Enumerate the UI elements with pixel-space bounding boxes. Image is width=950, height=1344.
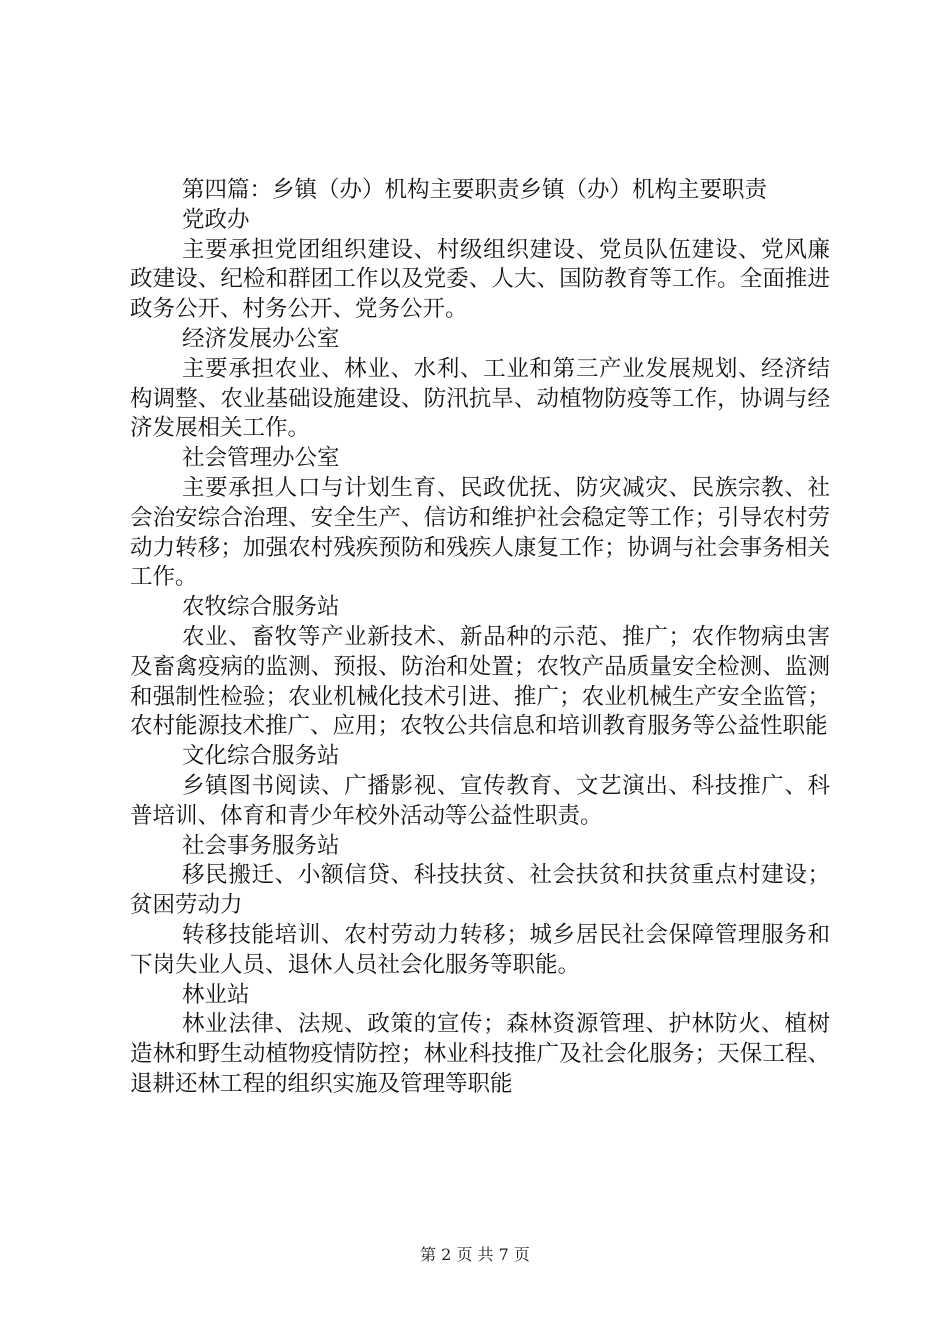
- section-body-social-affairs-station-part1: 移民搬迁、小额信贷、科技扶贫、社会扶贫和扶贫重点村建设；贫困劳动力: [130, 862, 830, 919]
- document-title: 第四篇：乡镇（办）机构主要职责乡镇（办）机构主要职责: [182, 177, 768, 203]
- section-heading-agri-service-station: 农牧综合服务站: [182, 594, 340, 621]
- page-number-label: 第 2 页 共 7 页: [420, 1245, 530, 1264]
- section-heading-economic-office: 经济发展办公室: [182, 325, 340, 352]
- section-body-social-management-office: 主要承担人口与计划生育、民政优抚、防灾减灾、民族宗教、社会治安综合治理、安全生产、信访和维护社会稳定等工作；引导农村劳动力转移；加强农村残疾预防和残疾人康复工作；协调与社会事务相关工作。: [130, 474, 830, 591]
- section-body-economic-office: 主要承担农业、林业、水利、工业和第三产业发展规划、经济结构调整、农业基础设施建设、防汛抗旱、动植物防疫等工作，协调与经济发展相关工作。: [130, 355, 830, 442]
- section-heading-social-management-office: 社会管理办公室: [182, 445, 340, 472]
- section-heading-social-affairs-station: 社会事务服务站: [182, 832, 340, 859]
- section-body-social-affairs-station-part2: 转移技能培训、农村劳动力转移；城乡居民社会保障管理服务和下岗失业人员、退休人员社会化服务等职能。: [130, 921, 830, 978]
- document-body: [130, 176, 830, 1100]
- section-heading-forestry-station: 林业站: [182, 981, 250, 1008]
- section-body-party-office: 主要承担党团组织建设、村级组织建设、党员队伍建设、党风廉政建设、纪检和群团工作以及党委、人大、国防教育等工作。全面推进政务公开、村务公开、党务公开。: [130, 236, 830, 323]
- section-body-culture-service-station: 乡镇图书阅读、广播影视、宣传教育、文艺演出、科技推广、科普培训、体育和青少年校外活动等公益性职责。: [130, 772, 830, 829]
- section-heading-culture-service-station: 文化综合服务站: [182, 743, 340, 770]
- section-body-forestry-station: 林业法律、法规、政策的宣传；森林资源管理、护林防火、植树造林和野生动植物疫情防控；林业科技推广及社会化服务；天保工程、退耕还林工程的组织实施及管理等职能: [130, 1011, 830, 1097]
- section-body-agri-service-station: 农业、畜牧等产业新技术、新品种的示范、推广；农作物病虫害及畜禽疫病的监测、预报、防治和处置；农牧产品质量安全检测、监测和强制性检验；农业机械化技术引进、推广；农业机械生产安全监管；农村能源技术推广、应用；农牧公共信息和培训教育服务等公益性职能: [130, 623, 830, 740]
- section-heading-party-office: 党政办: [182, 206, 250, 233]
- page-footer: [0, 1242, 950, 1265]
